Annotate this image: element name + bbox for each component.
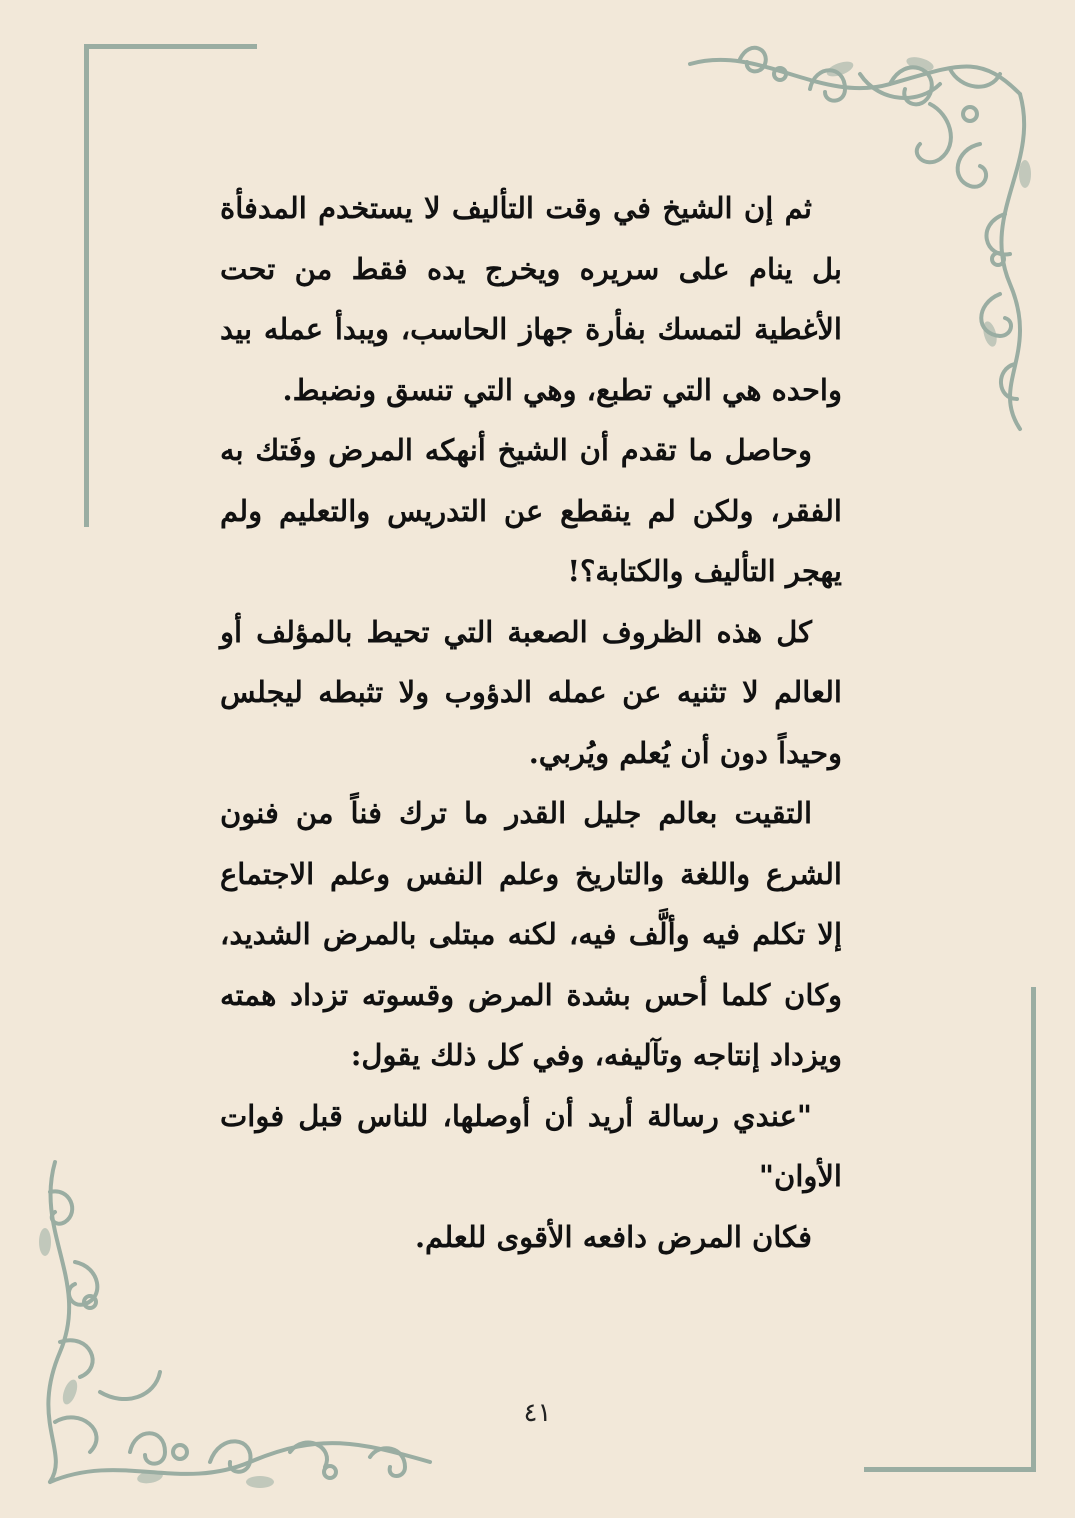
frame-top-left-horizontal xyxy=(84,44,257,49)
body-text xyxy=(220,178,842,1267)
paragraph: فكان المرض دافعه الأقوى للعلم. xyxy=(414,1219,812,1254)
paragraph: ثم إن الشيخ في وقت التأليف لا يستخدم المدفأة بل ينام على سريره ويخرج يده فقط من تحت الأغطية لتمسك بفأرة جهاز الحاسب، ويبدأ عمله بيد واحده هي التي تطبع، وهي التي تنسق ونضبط. xyxy=(220,191,842,407)
frame-top-left-vertical xyxy=(84,44,89,527)
paragraph: كل هذه الظروف الصعبة التي تحيط بالمؤلف أو العالم لا تثنيه عن عمله الدؤوب ولا تثبطه ليجلس وحيداً دون أن يُعلم ويُربي. xyxy=(220,614,842,770)
paragraph: وحاصل ما تقدم أن الشيخ أنهكه المرض وفَتك به الفقر، ولكن لم ينقطع عن التدريس والتعليم ولم يهجر التأليف والكتابة؟! xyxy=(220,433,842,588)
frame-bottom-right-horizontal xyxy=(864,1467,1036,1472)
page-number: ٤١ xyxy=(523,1398,552,1428)
paragraph: التقيت بعالم جليل القدر ما ترك فناً من فنون الشرع واللغة والتاريخ وعلم النفس وعلم الاجتماع إلا تكلم فيه وألَّف فيه، لكنه مبتلى بالمرض الشديد، وكان كلما أحس بشدة المرض وقسوته تزداد همته ويزداد إنتاجه وتآليفه، وفي كل ذلك يقول: xyxy=(220,796,842,1072)
quote-paragraph: "عندي رسالة أريد أن أوصلها، للناس قبل فوات الأوان" xyxy=(220,1098,842,1193)
